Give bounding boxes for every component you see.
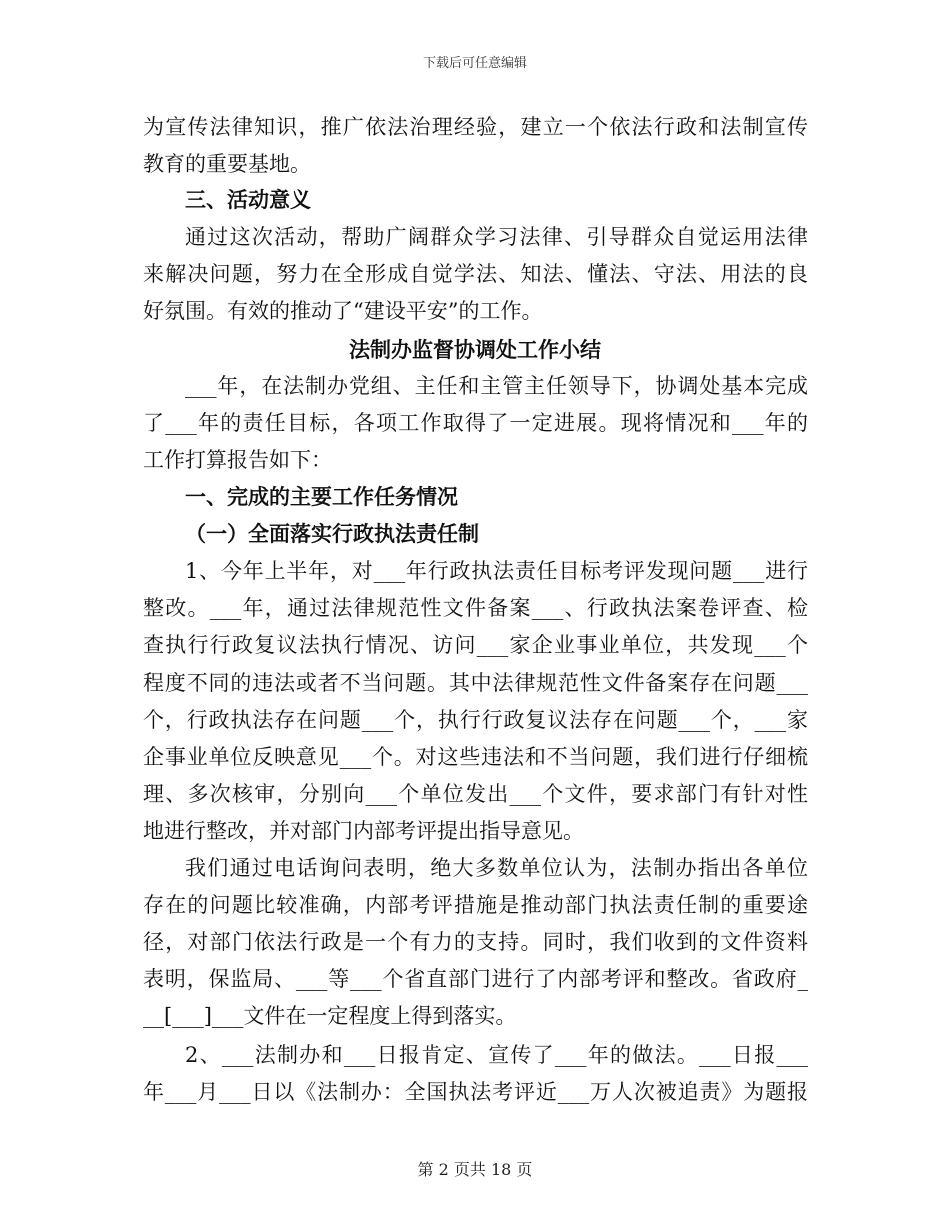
paragraph-line: 通过这次活动，帮助广阔群众学习法律、引导群众自觉运用法律 bbox=[185, 225, 808, 249]
paragraph-line: 好氛围。有效的推动了“建设平安”的工作。 bbox=[143, 299, 543, 323]
paragraph-line: 存在的问题比较准确，内部考评措施是推动部门执法责任制的重要途 bbox=[143, 893, 808, 917]
paragraph-line: __[___]___文件在一定程度上得到落实。 bbox=[143, 1004, 517, 1028]
paragraph-line: 径，对部门依法行政是一个有力的支持。同时，我们收到的文件资料 bbox=[143, 930, 808, 954]
paragraph-line: 为宣传法律知识，推广依法治理经验，建立一个依法行政和法制宣传 bbox=[143, 115, 808, 139]
paragraph-line: ___年，在法制办党组、主任和主管主任领导下，协调处基本完成 bbox=[185, 374, 808, 398]
paragraph-line: 工作打算报告如下： bbox=[143, 448, 332, 472]
paragraph-line: 程度不同的违法或者不当问题。其中法律规范性文件备案存在问题___ bbox=[143, 671, 808, 695]
paragraph-line: 1、今年上半年，对___年行政执法责任目标考评发现问题___进行 bbox=[185, 559, 808, 583]
paragraph-line: 年___月___日以《法制办：全国执法考评近___万人次被追责》为题报 bbox=[143, 1080, 808, 1104]
section-heading: 三、活动意义 bbox=[185, 187, 311, 212]
section-heading: 一、完成的主要工作任务情况 bbox=[185, 484, 458, 509]
page-footer: 第 2 页共 18 页 bbox=[417, 1160, 533, 1179]
paragraph-line: 查执行行政复议法执行情况、访问___家企业事业单位，共发现___个 bbox=[143, 633, 808, 657]
paragraph-line: 表明，保监局、___等___个省直部门进行了内部考评和整改。省政府_ bbox=[143, 967, 808, 991]
document-title: 法制办监督协调处工作小结 bbox=[349, 337, 601, 362]
paragraph-line: 理、多次核审，分别向___个单位发出___个文件，要求部门有针对性 bbox=[143, 782, 808, 806]
subsection-heading: （一）全面落实行政执法责任制 bbox=[185, 521, 479, 546]
paragraph-line: 整改。___年，通过法律规范性文件备案___、行政执法案卷评查、检 bbox=[143, 596, 808, 620]
page-header: 下载后可任意编辑 bbox=[422, 56, 527, 71]
paragraph-line: 我们通过电话询问表明，绝大多数单位认为，法制办指出各单位 bbox=[185, 856, 808, 880]
paragraph-line: 2、___法制办和___日报肯定、宣传了___年的做法。___日报___ bbox=[185, 1043, 808, 1067]
paragraph-line: 地进行整改，并对部门内部考评提出指导意见。 bbox=[143, 819, 584, 843]
paragraph-line: 教育的重要基地。 bbox=[143, 152, 311, 176]
paragraph-line: 了___年的责任目标，各项工作取得了一定进展。现将情况和___年的 bbox=[143, 411, 808, 435]
paragraph-line: 来解决问题，努力在全形成自觉学法、知法、懂法、守法、用法的良 bbox=[143, 262, 808, 286]
paragraph-line: 个，行政执法存在问题___个，执行行政复议法存在问题___个，___家 bbox=[143, 708, 808, 732]
paragraph-line: 企事业单位反映意见___个。对这些违法和不当问题，我们进行仔细梳 bbox=[143, 745, 808, 769]
